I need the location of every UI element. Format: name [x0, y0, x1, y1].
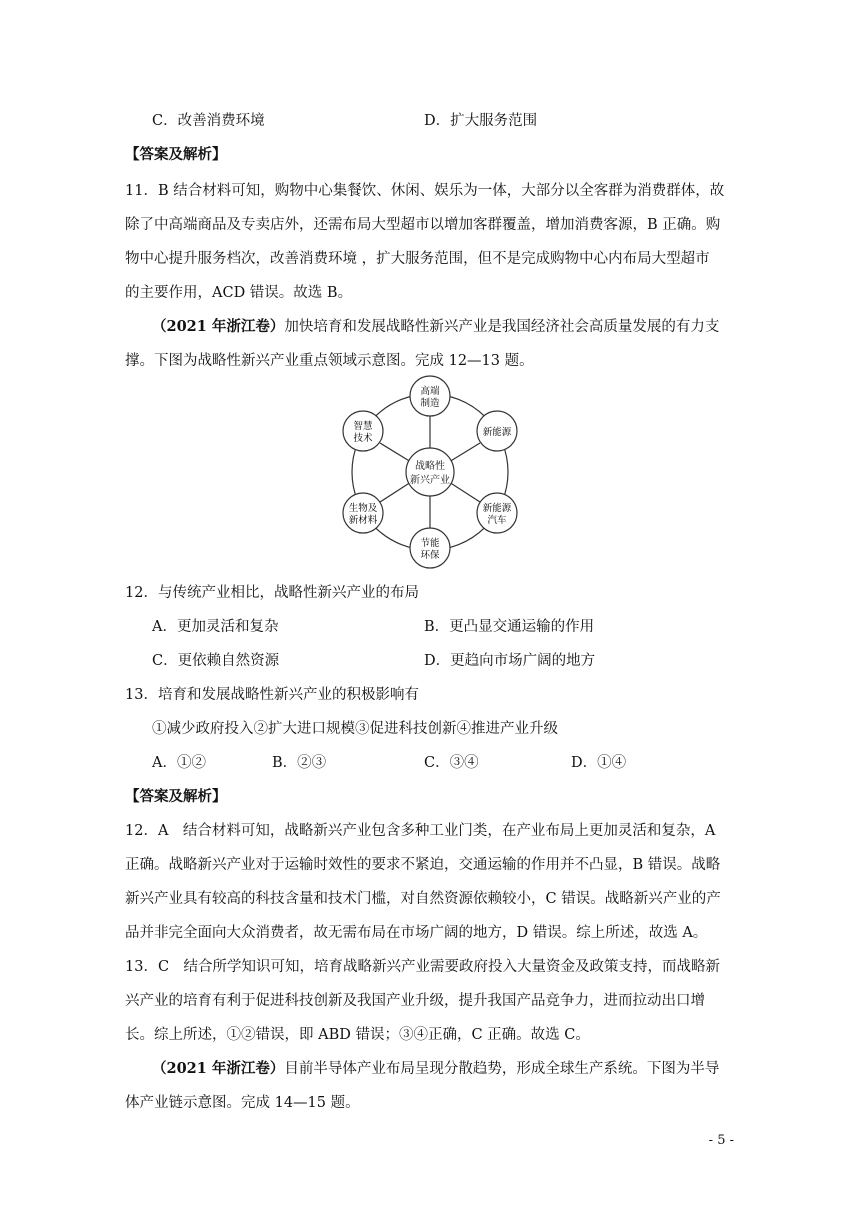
- node-label: 汽车: [487, 515, 507, 526]
- analysis-11-line-3: 物中心提升服务档次，改善消费环境 ，扩大服务范围，但不是完成购物中心内布局大型超市: [125, 251, 710, 267]
- intro-text: 目前半导体产业布局呈现分散趋势，形成全球生产系统。下图为半导: [284, 1061, 720, 1077]
- strategic-industries-diagram: [330, 370, 530, 570]
- q13-items: ①减少政府投入②扩大进口规模③促进科技创新④推进产业升级: [152, 721, 558, 737]
- source-tag: （2021 年浙江卷）: [152, 318, 285, 335]
- node-label: 技术: [353, 433, 373, 444]
- node-smart-technology: [343, 411, 383, 451]
- node-label: 制造: [420, 398, 440, 409]
- q13-stem: 13．培育和发展战略性新兴产业的积极影响有: [125, 687, 419, 703]
- analysis-11-line-2: 除了中高端商品及专卖店外，还需布局大型超市以增加客群覆盖，增加消费客源，B 正确。购: [125, 217, 721, 233]
- center-node: [406, 448, 454, 496]
- analysis-11-line-1: 11．B 结合材料可知，购物中心集餐饮、休闲、娱乐为一体，大部分以全客群为消费群体，故: [125, 183, 725, 199]
- intro-14-15-line-2: 体产业链示意图。完成 14—15 题。: [125, 1095, 360, 1111]
- answer-heading: 【答案及解析】: [125, 146, 227, 163]
- node-new-energy: [477, 411, 517, 451]
- q12-option-a: A．更加灵活和复杂: [152, 619, 279, 635]
- node-label: 智慧: [353, 421, 373, 432]
- q12-stem: 12．与传统产业相比，战略性新兴产业的布局: [125, 585, 419, 601]
- analysis-13-line-3: 长。综上所述，①②错误，即 ABD 错误；③④正确，C 正确。故选 C。: [125, 1027, 590, 1043]
- node-new-energy-vehicles: [477, 493, 517, 533]
- node-label: 新能源: [482, 503, 512, 514]
- intro-text: 加快培育和发展战略性新兴产业是我国经济社会高质量发展的有力支: [284, 319, 720, 335]
- q11-option-d: D．扩大服务范围: [424, 113, 538, 129]
- intro-12-13-line-1: [152, 317, 719, 337]
- center-label-2: 新兴产业: [410, 475, 450, 486]
- center-label-1: 战略性: [415, 461, 445, 472]
- q12-option-c: C．更依赖自然资源: [152, 653, 280, 669]
- answer-heading: 【答案及解析】: [125, 788, 227, 805]
- analysis-12-line-4: 品并非完全面向大众消费者，故无需布局在市场广阔的地方，D 错误。综上所述，故选 A。: [125, 925, 708, 941]
- intro-14-15-line-1: [152, 1059, 719, 1079]
- analysis-11-line-4: 的主要作用，ACD 错误。故选 B。: [125, 285, 353, 301]
- q13-option-b: B．②③: [272, 755, 327, 771]
- analysis-13-line-2: 兴产业的培育有利于促进科技创新及我国产业升级，提升我国产品竞争力，进而拉动出口增: [125, 993, 705, 1009]
- analysis-12-line-3: 新兴产业具有较高的科技含量和技术门槛，对自然资源依赖较小，C 错误。战略新兴产业的产: [125, 891, 721, 907]
- node-label: 生物及: [348, 503, 378, 514]
- analysis-12-line-1: 12．A 结合材料可知，战略新兴产业包含多种工业门类，在产业布局上更加灵活和复杂，A: [125, 823, 716, 839]
- node-high-end-manufacturing: [410, 376, 450, 416]
- node-label: 新材料: [348, 515, 378, 526]
- analysis-13-line-1: 13．C 结合所学知识可知，培育战略新兴产业需要政府投入大量资金及政策支持，而战略新: [125, 959, 721, 975]
- q12-option-d: D．更趋向市场广阔的地方: [424, 653, 596, 669]
- node-label: 环保: [420, 550, 440, 561]
- intro-12-13-line-2: 撑。下图为战略性新兴产业重点领域示意图。完成 12—13 题。: [125, 353, 534, 369]
- node-label: 高端: [420, 386, 440, 397]
- q13-option-d: D．①④: [571, 755, 627, 771]
- node-label: 节能: [420, 538, 440, 549]
- node-energy-saving: [410, 528, 450, 568]
- node-biotech-materials: [343, 493, 383, 533]
- page-number: - 5 -: [708, 1133, 734, 1148]
- source-tag: （2021 年浙江卷）: [152, 1060, 285, 1077]
- q11-option-c: C．改善消费环境: [152, 113, 265, 129]
- q13-option-a: A．①②: [152, 755, 206, 771]
- node-label: 新能源: [482, 427, 512, 438]
- analysis-12-line-2: 正确。战略新兴产业对于运输时效性的要求不紧迫，交通运输的作用并不凸显，B 错误。战略: [125, 857, 721, 873]
- q13-option-c: C．③④: [424, 755, 479, 771]
- q12-option-b: B．更凸显交通运输的作用: [424, 619, 595, 635]
